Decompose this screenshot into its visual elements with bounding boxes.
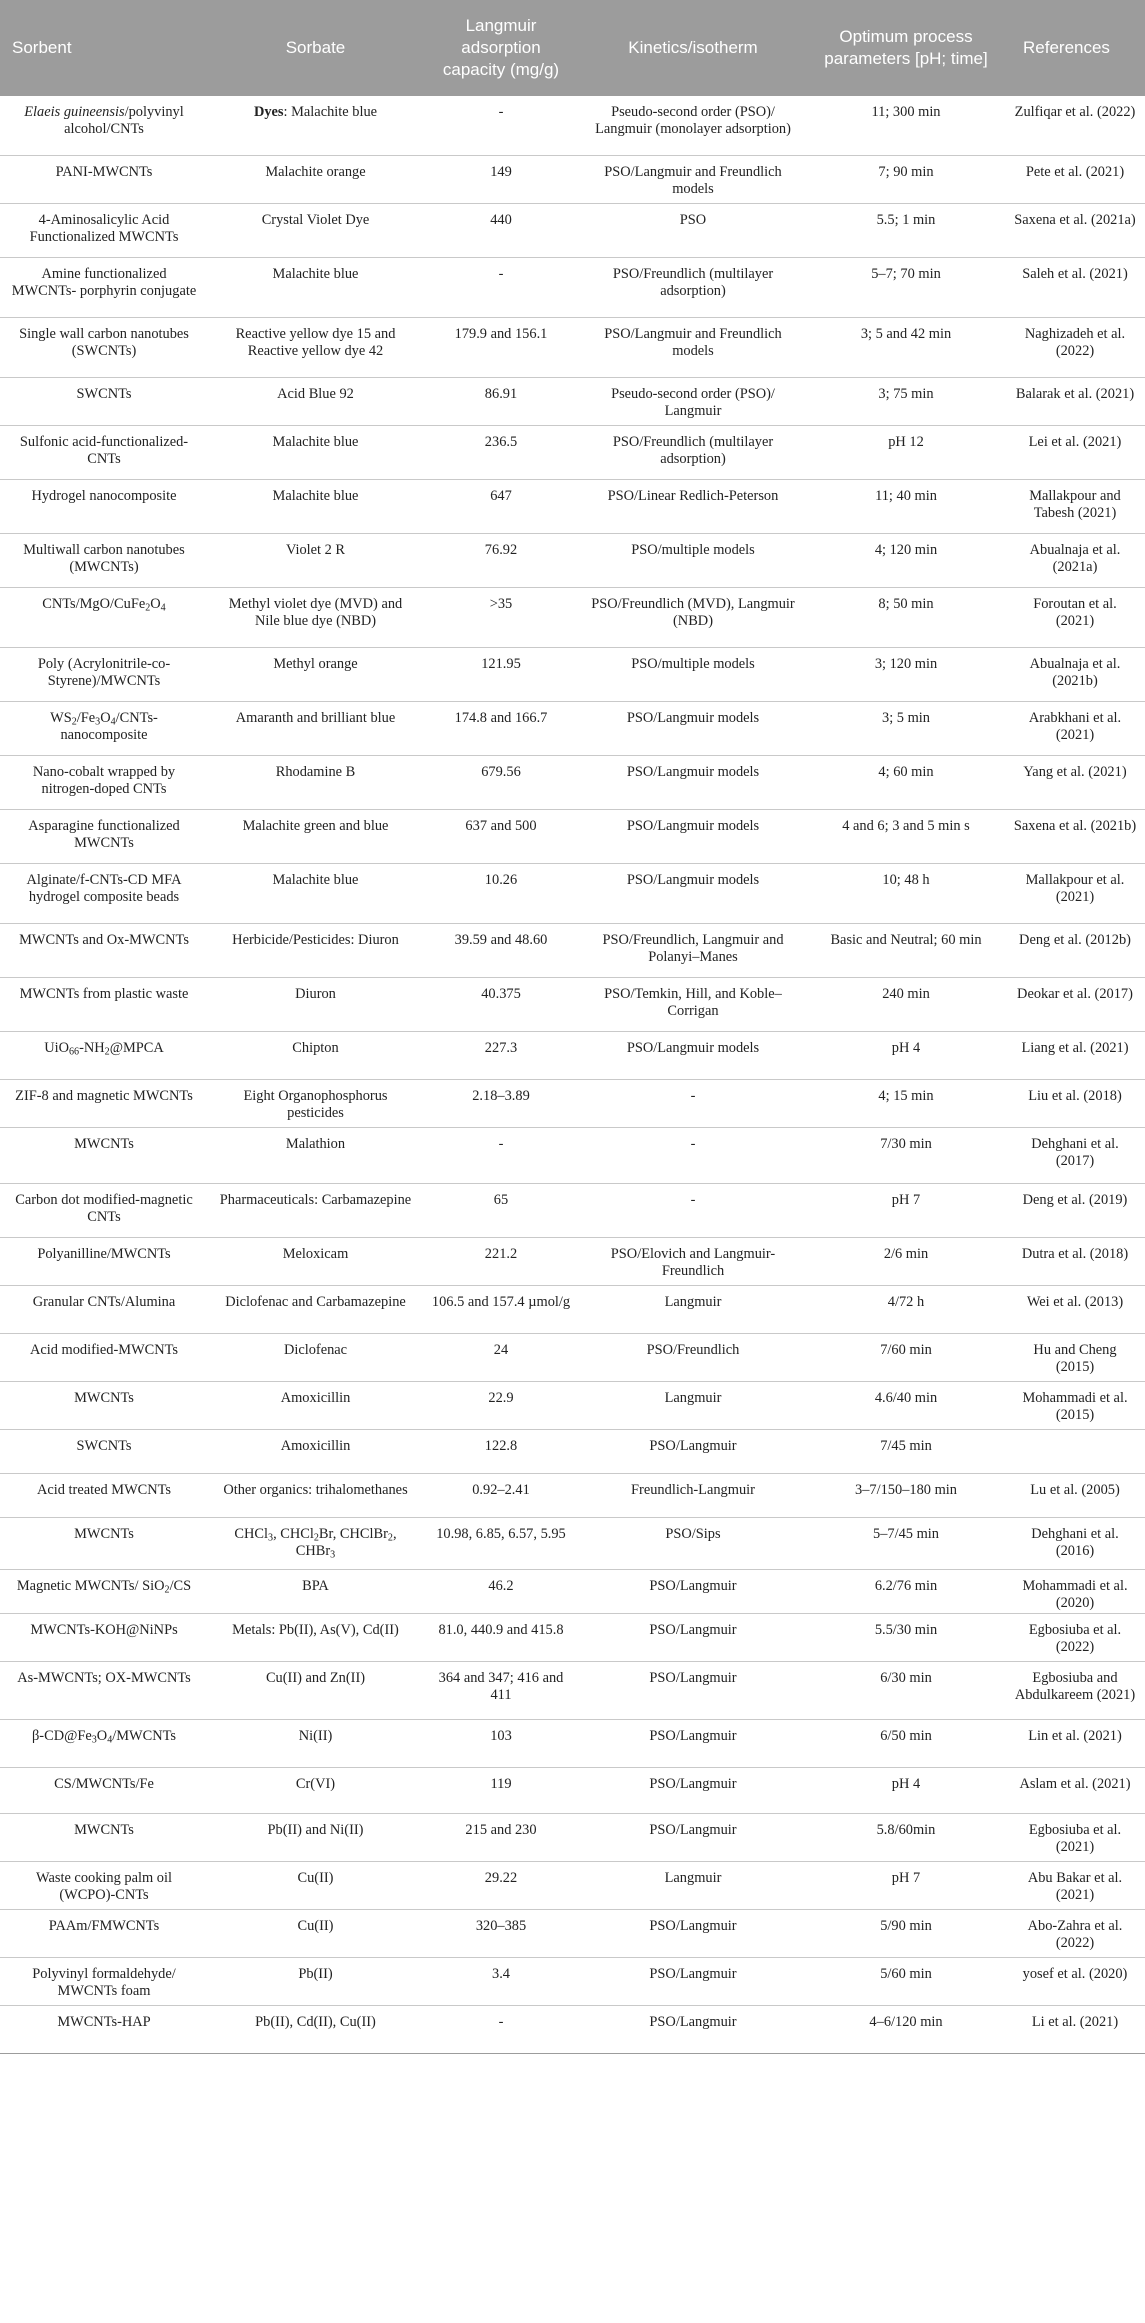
cell-params: 5/90 min — [807, 1910, 1005, 1958]
table-row — [0, 1474, 1145, 1518]
cell-references: Dehghani et al. (2017) — [1005, 1128, 1145, 1184]
cell-sorbent: Multiwall carbon nanotubes (MWCNTs) — [0, 534, 208, 588]
cell-params: 10; 48 h — [807, 864, 1005, 924]
cell-references: Naghizadeh et al. (2022) — [1005, 318, 1145, 378]
cell-sorbent: CS/MWCNTs/Fe — [0, 1768, 208, 1814]
cell-sorbent: $UiO_{66}-NH_2@MPCA$ — [0, 1032, 208, 1080]
cell-references: Egbosiuba et al. (2021) — [1005, 1814, 1145, 1862]
table-row — [0, 1334, 1145, 1382]
header-kinetics: Kinetics/isotherm — [579, 0, 807, 96]
table-row — [0, 1430, 1145, 1474]
cell-kinetics: Langmuir — [579, 1382, 807, 1430]
table-row — [0, 1184, 1145, 1238]
cell-sorbent: Acid modified-MWCNTs — [0, 1334, 208, 1382]
table-row — [0, 2006, 1145, 2054]
cell-kinetics: PSO/Langmuir — [579, 1614, 807, 1662]
table-row — [0, 702, 1145, 756]
cell-params: 6/50 min — [807, 1720, 1005, 1768]
cell-sorbent: Single wall carbon nanotubes (SWCNTs) — [0, 318, 208, 378]
cell-capacity: 106.5 and 157.4 µmol/g — [423, 1286, 579, 1334]
cell-kinetics: PSO/Freundlich (multilayer adsorption) — [579, 426, 807, 480]
cell-kinetics: PSO/Langmuir — [579, 1958, 807, 2006]
cell-params: pH 12 — [807, 426, 1005, 480]
cell-kinetics: PSO/Langmuir and Freundlich models — [579, 318, 807, 378]
cell-sorbent: PAAm/FMWCNTs — [0, 1910, 208, 1958]
table-row — [0, 1570, 1145, 1614]
cell-kinetics: PSO/Langmuir — [579, 1720, 807, 1768]
cell-capacity: 86.91 — [423, 378, 579, 426]
cell-params: 3; 5 and 42 min — [807, 318, 1005, 378]
cell-params: pH 4 — [807, 1032, 1005, 1080]
table-row — [0, 1768, 1145, 1814]
cell-capacity: 24 — [423, 1334, 579, 1382]
table-body — [0, 96, 1145, 2054]
cell-sorbate: Amoxicillin — [208, 1430, 423, 1474]
cell-params: 4/72 h — [807, 1286, 1005, 1334]
cell-kinetics: PSO/multiple models — [579, 648, 807, 702]
cell-params: pH 4 — [807, 1768, 1005, 1814]
cell-sorbent: Acid treated MWCNTs — [0, 1474, 208, 1518]
cell-capacity: 10.98, 6.85, 6.57, 5.95 — [423, 1518, 579, 1570]
table-row — [0, 1910, 1145, 1958]
table-row — [0, 978, 1145, 1032]
table-row — [0, 1286, 1145, 1334]
cell-capacity: 215 and 230 — [423, 1814, 579, 1862]
cell-params: pH 7 — [807, 1862, 1005, 1910]
cell-references: Deng et al. (2012b) — [1005, 924, 1145, 978]
cell-params: 5–7/45 min — [807, 1518, 1005, 1570]
cell-references: Egbosiuba et al. (2022) — [1005, 1614, 1145, 1662]
cell-sorbate: Diclofenac and Carbamazepine — [208, 1286, 423, 1334]
cell-kinetics: PSO/Temkin, Hill, and Koble–Corrigan — [579, 978, 807, 1032]
table-row — [0, 924, 1145, 978]
cell-capacity: 122.8 — [423, 1430, 579, 1474]
cell-params: 5/60 min — [807, 1958, 1005, 2006]
cell-kinetics: - — [579, 1080, 807, 1128]
cell-references: Abualnaja et al. (2021a) — [1005, 534, 1145, 588]
cell-sorbate: Cr(VI) — [208, 1768, 423, 1814]
cell-sorbate: Malachite blue — [208, 480, 423, 534]
cell-kinetics: Pseudo-second order (PSO)/ Langmuir — [579, 378, 807, 426]
cell-sorbent: MWCNTs — [0, 1128, 208, 1184]
cell-sorbate: Acid Blue 92 — [208, 378, 423, 426]
cell-kinetics: PSO/Langmuir models — [579, 1032, 807, 1080]
cell-sorbate: Diuron — [208, 978, 423, 1032]
cell-kinetics: PSO/Freundlich (MVD), Langmuir (NBD) — [579, 588, 807, 648]
cell-references: Deokar et al. (2017) — [1005, 978, 1145, 1032]
cell-references: Saxena et al. (2021a) — [1005, 204, 1145, 258]
cell-sorbate: Malachite blue — [208, 426, 423, 480]
table-row — [0, 1238, 1145, 1286]
cell-kinetics: PSO/Langmuir models — [579, 810, 807, 864]
cell-capacity: 40.375 — [423, 978, 579, 1032]
cell-params: 4–6/120 min — [807, 2006, 1005, 2054]
table-row — [0, 1382, 1145, 1430]
cell-references — [1005, 1430, 1145, 1474]
cell-params: 3; 75 min — [807, 378, 1005, 426]
cell-sorbent: $WS_2/Fe_3O_4/CNTs$-nanocomposite — [0, 702, 208, 756]
cell-sorbate: Pb(II) and Ni(II) — [208, 1814, 423, 1862]
cell-references: Lei et al. (2021) — [1005, 426, 1145, 480]
cell-capacity: 39.59 and 48.60 — [423, 924, 579, 978]
cell-kinetics: PSO/Freundlich (multilayer adsorption) — [579, 258, 807, 318]
cell-capacity: 119 — [423, 1768, 579, 1814]
cell-capacity: 29.22 — [423, 1862, 579, 1910]
cell-references: Li et al. (2021) — [1005, 2006, 1145, 2054]
cell-params: 7/30 min — [807, 1128, 1005, 1184]
cell-kinetics: PSO — [579, 204, 807, 258]
table-row — [0, 1032, 1145, 1080]
cell-capacity: 46.2 — [423, 1570, 579, 1614]
table-row — [0, 96, 1145, 156]
cell-capacity: 76.92 — [423, 534, 579, 588]
cell-references: Dehghani et al. (2016) — [1005, 1518, 1145, 1570]
table-row — [0, 426, 1145, 480]
cell-sorbent: MWCNTs-KOH@NiNPs — [0, 1614, 208, 1662]
cell-sorbate: Pb(II), Cd(II), Cu(II) — [208, 2006, 423, 2054]
header-sorbent: Sorbent — [0, 0, 208, 96]
cell-references: Deng et al. (2019) — [1005, 1184, 1145, 1238]
cell-kinetics: PSO/Langmuir and Freundlich models — [579, 156, 807, 204]
cell-params: 5.5/30 min — [807, 1614, 1005, 1662]
table-row — [0, 1862, 1145, 1910]
cell-sorbate: Malachite green and blue — [208, 810, 423, 864]
cell-sorbate: Methyl orange — [208, 648, 423, 702]
cell-sorbent: Asparagine functionalized MWCNTs — [0, 810, 208, 864]
cell-capacity: 0.92–2.41 — [423, 1474, 579, 1518]
cell-references: Liu et al. (2018) — [1005, 1080, 1145, 1128]
cell-sorbate: Cu(II) and Zn(II) — [208, 1662, 423, 1720]
table-row — [0, 1662, 1145, 1720]
cell-references: Wei et al. (2013) — [1005, 1286, 1145, 1334]
cell-kinetics: PSO/Freundlich, Langmuir and Polanyi–Manes — [579, 924, 807, 978]
cell-sorbate: Cu(II) — [208, 1910, 423, 1958]
cell-params: pH 7 — [807, 1184, 1005, 1238]
table-row — [0, 534, 1145, 588]
cell-kinetics: PSO/Freundlich — [579, 1334, 807, 1382]
cell-sorbate: Malachite blue — [208, 864, 423, 924]
cell-references: Dutra et al. (2018) — [1005, 1238, 1145, 1286]
cell-kinetics: PSO/Elovich and Langmuir-Freundlich — [579, 1238, 807, 1286]
cell-sorbent: MWCNTs-HAP — [0, 2006, 208, 2054]
cell-references: Pete et al. (2021) — [1005, 156, 1145, 204]
cell-params: 4; 60 min — [807, 756, 1005, 810]
cell-sorbate: Cu(II) — [208, 1862, 423, 1910]
cell-sorbent: SWCNTs — [0, 1430, 208, 1474]
table-row — [0, 1814, 1145, 1862]
cell-params: 8; 50 min — [807, 588, 1005, 648]
cell-kinetics: PSO/Langmuir — [579, 1662, 807, 1720]
cell-capacity: - — [423, 2006, 579, 2054]
table-row — [0, 1128, 1145, 1184]
cell-capacity: 221.2 — [423, 1238, 579, 1286]
cell-references: Lu et al. (2005) — [1005, 1474, 1145, 1518]
cell-sorbent: Polyanilline/MWCNTs — [0, 1238, 208, 1286]
table-row — [0, 810, 1145, 864]
cell-references: Mallakpour and Tabesh (2021) — [1005, 480, 1145, 534]
cell-references: Zulfiqar et al. (2022) — [1005, 96, 1145, 156]
cell-references: Abo-Zahra et al. (2022) — [1005, 1910, 1145, 1958]
cell-sorbate: Amaranth and brilliant blue — [208, 702, 423, 756]
cell-sorbate: Pb(II) — [208, 1958, 423, 2006]
table-row — [0, 588, 1145, 648]
cell-params: 3–7/150–180 min — [807, 1474, 1005, 1518]
cell-sorbent: MWCNTs — [0, 1382, 208, 1430]
cell-sorbent: Waste cooking palm oil (WCPO)-CNTs — [0, 1862, 208, 1910]
cell-kinetics: Langmuir — [579, 1862, 807, 1910]
cell-capacity: - — [423, 96, 579, 156]
cell-kinetics: Freundlich-Langmuir — [579, 1474, 807, 1518]
cell-params: 3; 120 min — [807, 648, 1005, 702]
cell-kinetics: PSO/Sips — [579, 1518, 807, 1570]
cell-sorbate: Malachite blue — [208, 258, 423, 318]
cell-sorbate: Methyl violet dye (MVD) and Nile blue dye (NBD) — [208, 588, 423, 648]
cell-references: Balarak et al. (2021) — [1005, 378, 1145, 426]
cell-references: Mohammadi et al. (2015) — [1005, 1382, 1145, 1430]
cell-kinetics: - — [579, 1184, 807, 1238]
table-row — [0, 1720, 1145, 1768]
cell-capacity: 364 and 347; 416 and 411 — [423, 1662, 579, 1720]
cell-params: 6/30 min — [807, 1662, 1005, 1720]
cell-kinetics: - — [579, 1128, 807, 1184]
cell-kinetics: PSO/Langmuir — [579, 1814, 807, 1862]
cell-params: 5.5; 1 min — [807, 204, 1005, 258]
header-capacity: Langmuir adsorption capacity (mg/g) — [423, 0, 579, 96]
cell-capacity: 22.9 — [423, 1382, 579, 1430]
cell-capacity: 103 — [423, 1720, 579, 1768]
cell-references: Hu and Cheng (2015) — [1005, 1334, 1145, 1382]
cell-sorbent: MWCNTs — [0, 1814, 208, 1862]
header-references: References — [1005, 0, 1145, 96]
cell-capacity: 2.18–3.89 — [423, 1080, 579, 1128]
cell-capacity: 320–385 — [423, 1910, 579, 1958]
cell-sorbent: Alginate/f-CNTs-CD MFA hydrogel composite beads — [0, 864, 208, 924]
cell-sorbate: Pharmaceuticals: Carbamazepine — [208, 1184, 423, 1238]
cell-sorbate: Ni(II) — [208, 1720, 423, 1768]
cell-kinetics: PSO/Linear Redlich-Peterson — [579, 480, 807, 534]
cell-sorbent: Hydrogel nanocomposite — [0, 480, 208, 534]
table-row — [0, 258, 1145, 318]
cell-capacity: 121.95 — [423, 648, 579, 702]
cell-references: Egbosiuba and Abdulkareem (2021) — [1005, 1662, 1145, 1720]
cell-kinetics: PSO/Langmuir — [579, 1570, 807, 1614]
cell-sorbate: Crystal Violet Dye — [208, 204, 423, 258]
cell-sorbent: Sulfonic acid-functionalized-CNTs — [0, 426, 208, 480]
cell-capacity: - — [423, 258, 579, 318]
table-row — [0, 864, 1145, 924]
table-row — [0, 378, 1145, 426]
cell-params: 11; 300 min — [807, 96, 1005, 156]
cell-sorbate: Herbicide/Pesticides: Diuron — [208, 924, 423, 978]
cell-sorbent: CNTs/$MgO/CuFe_2O_4$ — [0, 588, 208, 648]
cell-params: 11; 40 min — [807, 480, 1005, 534]
cell-sorbate: BPA — [208, 1570, 423, 1614]
cell-references: yosef et al. (2020) — [1005, 1958, 1145, 2006]
cell-capacity: 637 and 500 — [423, 810, 579, 864]
cell-params: 240 min — [807, 978, 1005, 1032]
cell-kinetics: PSO/Langmuir models — [579, 702, 807, 756]
cell-references: Saxena et al. (2021b) — [1005, 810, 1145, 864]
header-sorbate: Sorbate — [208, 0, 423, 96]
table-row — [0, 204, 1145, 258]
cell-capacity: 149 — [423, 156, 579, 204]
cell-kinetics: Pseudo-second order (PSO)/ Langmuir (monolayer adsorption) — [579, 96, 807, 156]
table-row — [0, 1080, 1145, 1128]
cell-sorbent: $\beta-CD@Fe_3O_4$/MWCNTs — [0, 1720, 208, 1768]
table-row — [0, 1518, 1145, 1570]
cell-sorbent: Polyvinyl formaldehyde/ MWCNTs foam — [0, 1958, 208, 2006]
cell-sorbate: CHCl$_3$, CHCl$_2$Br, CHClBr$_2$, CHBr$_3$ — [208, 1518, 423, 1570]
cell-capacity: 3.4 — [423, 1958, 579, 2006]
cell-references: Yang et al. (2021) — [1005, 756, 1145, 810]
cell-capacity: >35 — [423, 588, 579, 648]
table-row — [0, 156, 1145, 204]
cell-capacity: 440 — [423, 204, 579, 258]
cell-references: Liang et al. (2021) — [1005, 1032, 1145, 1080]
cell-sorbent: MWCNTs — [0, 1518, 208, 1570]
cell-references: Mallakpour et al. (2021) — [1005, 864, 1145, 924]
cell-sorbate: Dyes: Malachite blue — [208, 96, 423, 156]
cell-capacity: 174.8 and 166.7 — [423, 702, 579, 756]
cell-kinetics: Langmuir — [579, 1286, 807, 1334]
cell-capacity: 81.0, 440.9 and 415.8 — [423, 1614, 579, 1662]
cell-sorbent: Carbon dot modified-magnetic CNTs — [0, 1184, 208, 1238]
cell-kinetics: PSO/multiple models — [579, 534, 807, 588]
cell-sorbate: Malathion — [208, 1128, 423, 1184]
cell-params: 7/60 min — [807, 1334, 1005, 1382]
cell-kinetics: PSO/Langmuir models — [579, 756, 807, 810]
cell-references: Abualnaja et al. (2021b) — [1005, 648, 1145, 702]
cell-capacity: 179.9 and 156.1 — [423, 318, 579, 378]
cell-params: 3; 5 min — [807, 702, 1005, 756]
cell-sorbate: Other organics: trihalomethanes — [208, 1474, 423, 1518]
cell-sorbate: Meloxicam — [208, 1238, 423, 1286]
table-header-row — [0, 0, 1145, 96]
cell-capacity: - — [423, 1128, 579, 1184]
cell-params: 7; 90 min — [807, 156, 1005, 204]
cell-params: 5.8/60min — [807, 1814, 1005, 1862]
cell-references: Foroutan et al. (2021) — [1005, 588, 1145, 648]
cell-capacity: 65 — [423, 1184, 579, 1238]
cell-capacity: 647 — [423, 480, 579, 534]
cell-sorbent: As-MWCNTs; OX-MWCNTs — [0, 1662, 208, 1720]
cell-sorbent: SWCNTs — [0, 378, 208, 426]
cell-sorbent: MWCNTs from plastic waste — [0, 978, 208, 1032]
cell-sorbent: PANI-MWCNTs — [0, 156, 208, 204]
cell-sorbent: Poly (Acrylonitrile-co-Styrene)/MWCNTs — [0, 648, 208, 702]
cell-sorbate: Malachite orange — [208, 156, 423, 204]
cell-params: 4; 120 min — [807, 534, 1005, 588]
cell-capacity: 679.56 — [423, 756, 579, 810]
cell-sorbate: Chipton — [208, 1032, 423, 1080]
cell-sorbate: Rhodamine B — [208, 756, 423, 810]
cell-sorbate: Eight Organophosphorus pesticides — [208, 1080, 423, 1128]
cell-kinetics: PSO/Langmuir models — [579, 864, 807, 924]
cell-sorbate: Amoxicillin — [208, 1382, 423, 1430]
cell-capacity: 10.26 — [423, 864, 579, 924]
cell-params: 7/45 min — [807, 1430, 1005, 1474]
cell-references: Saleh et al. (2021) — [1005, 258, 1145, 318]
cell-kinetics: PSO/Langmuir — [579, 2006, 807, 2054]
table-row — [0, 648, 1145, 702]
table-row — [0, 480, 1145, 534]
cell-params: 4.6/40 min — [807, 1382, 1005, 1430]
cell-references: Arabkhani et al. (2021) — [1005, 702, 1145, 756]
cell-sorbent: ZIF-8 and magnetic MWCNTs — [0, 1080, 208, 1128]
cell-capacity: 227.3 — [423, 1032, 579, 1080]
cell-sorbate: Reactive yellow dye 15 and Reactive yellow dye 42 — [208, 318, 423, 378]
cell-sorbent: 4-Aminosalicylic Acid Functionalized MWCNTs — [0, 204, 208, 258]
cell-kinetics: PSO/Langmuir — [579, 1430, 807, 1474]
cell-params: 6.2/76 min — [807, 1570, 1005, 1614]
table-row — [0, 756, 1145, 810]
cell-references: Lin et al. (2021) — [1005, 1720, 1145, 1768]
cell-capacity: 236.5 — [423, 426, 579, 480]
cell-sorbent: Granular CNTs/Alumina — [0, 1286, 208, 1334]
cell-sorbate: Violet 2 R — [208, 534, 423, 588]
table-row — [0, 318, 1145, 378]
cell-sorbent: MWCNTs and Ox-MWCNTs — [0, 924, 208, 978]
header-params: Optimum process parameters [pH; time] — [807, 0, 1005, 96]
cell-references: Abu Bakar et al. (2021) — [1005, 1862, 1145, 1910]
cell-sorbent: Elaeis guineensis/polyvinyl alcohol/CNTs — [0, 96, 208, 156]
cell-sorbent: Nano-cobalt wrapped by nitrogen-doped CNTs — [0, 756, 208, 810]
cell-params: 4 and 6; 3 and 5 min s — [807, 810, 1005, 864]
cell-sorbate: Metals: Pb(II), As(V), Cd(II) — [208, 1614, 423, 1662]
table-row — [0, 1958, 1145, 2006]
cell-references: Mohammadi et al. (2020) — [1005, 1570, 1145, 1614]
cell-sorbent: Amine functionalized MWCNTs- porphyrin conjugate — [0, 258, 208, 318]
cell-params: 5–7; 70 min — [807, 258, 1005, 318]
cell-kinetics: PSO/Langmuir — [579, 1768, 807, 1814]
cell-params: Basic and Neutral; 60 min — [807, 924, 1005, 978]
cell-params: 2/6 min — [807, 1238, 1005, 1286]
cell-kinetics: PSO/Langmuir — [579, 1910, 807, 1958]
cell-params: 4; 15 min — [807, 1080, 1005, 1128]
cell-sorbent: Magnetic MWCNTs/ SiO$_2$/CS — [0, 1570, 208, 1614]
cell-sorbate: Diclofenac — [208, 1334, 423, 1382]
cell-references: Aslam et al. (2021) — [1005, 1768, 1145, 1814]
table-row — [0, 1614, 1145, 1662]
